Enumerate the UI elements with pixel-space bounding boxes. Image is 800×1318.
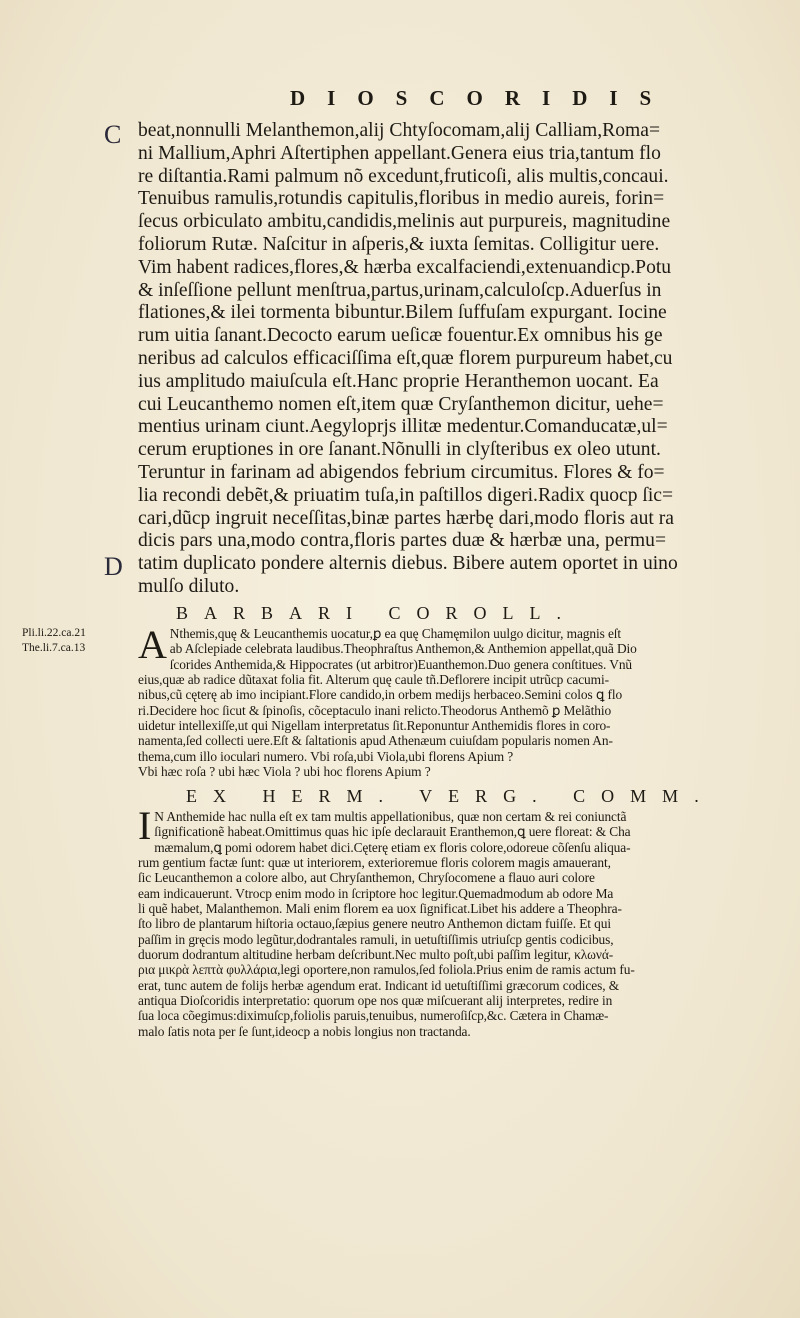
main-text-line: Tenuibus ramulis,rotundis capitulis,floribus in medio aureis, forin= [138,188,665,210]
commentary-line: ſignificationẽ habeat.Omittimus quas hic ipſe declarauit Eranthemon,ꝗ uere floreat: & Cha [154,824,631,840]
margin-citation: The.li.7.ca.13 [22,642,86,654]
main-text-line: dicis pars una,modo contra,floris partes duæ & hærbæ una, permu= [138,530,667,552]
main-text [138,120,766,599]
main-text-line: cari,dũcp ingruit neceſſitas,binæ partes hærbę dari,modo floris aut ra [138,507,674,529]
commentary-line: uidetur intellexiſſe,ut qui Nigellam interpretatus ſit.Reponuntur Anthemidis flores in coro- [138,718,611,734]
main-text-line: beat,nonnulli Melanthemon,alij Chtyſocomam,alij Calliam,Roma= [138,120,661,141]
drop-cap-a: A [138,622,167,667]
main-text-line: Teruntur in farinam ad abigendos febrium circumitus. Flores & fo= [138,461,665,483]
commentary-line: ab Aſclepiade celebrata laudibus.Theophraſtus Anthemon,& Anthemion appellat,quã Dio [169,641,637,657]
commentary-line: Nthemis,quę & Leucanthemis uocatur,ꝑ ea quę Chamęmilon uulgo dicitur, magnis eſt [169,626,622,641]
main-text-line: re diſtantia.Rami palmum nõ excedunt,fruticoſi, alis multis,concaui. [138,165,669,187]
commentary-line: malo ſatis nota per ſe ſunt,ideocp a nobis longius non tractanda. [138,1023,471,1039]
main-text-line: cui Leucanthemo nomen eſt,item quæ Cryſanthemon dicitur, uehe= [138,393,664,415]
section-marker-d: D [104,552,123,581]
commentary-line: eam indicauerunt. Vtrocp enim modo in ſcriptore hoc legitur.Quemadmodum ab odore Ma [138,885,614,901]
commentary-line: li quẽ habet, Malanthemon. Mali enim florem ea uox ſignificat.Libet his addere a Theophra- [138,901,622,917]
commentary-line: ρια μικρὰ λεπτὰ φυλλάρια,legi oportere,non ramulos,ſed foliola.Prius enim de ramis actum fu- [138,962,635,978]
drop-cap-i: I [138,803,152,848]
commentary-line: Vbi hæc roſa ? ubi hæc Viola ? ubi hoc florens Apium ? [138,764,431,780]
main-text-line: cerum eruptiones in ore ſanant.Nõnulli in clyſteribus ex oleo utunt. [138,439,661,461]
commentary-line: antiqua Dioſcoridis interpretatio: quorum ope nos quæ miſcuerant alij interpretes, redire in [138,993,613,1009]
commentary-line: thema,cum illo ioculari numero. Vbi roſa,ubi Viola,ubi florens Apium ? [138,748,514,764]
margin-citation: Pli.li.22.ca.21 [22,627,86,639]
commentary-line: ſua loca cõegimus:diximuſcp,foliolis paruis,tenuibus, numeroſiſcp,&c. Cætera in Chamæ- [138,1008,609,1024]
main-text-line: mulſo diluto. [138,575,240,597]
commentary-line: ſic Leucanthemon a colore albo, aut Chryſanthemon, Chryſocomene a flauo auri colore [138,870,595,886]
commentary-line: N Anthemide hac nulla eſt ex tam multis appellationibus, quæ non certam & rei coniunctã [154,809,627,824]
commentary-line: namenta,ſed collecti uere.Eſt & ſaltationis apud Athenæum cuiuſdam popularis nomen An- [138,733,613,749]
main-text-line: ius amplitudo maiuſcula eſt.Hanc proprie Heranthemon uocant. Ea [138,370,659,392]
commentary-line: ſcorides Anthemida,& Hippocrates (ut arbitror)Euanthemon.Duo genera conſtitues. Vnũ [169,656,633,672]
main-text-line: rum uitia ſanant.Decocto earum ueſicæ fouentur.Ex omnibus his ge [138,325,663,347]
section-marker-c: C [104,120,122,149]
barbari-commentary [138,606,766,779]
commentary-line: eius,quæ ab radice dũtaxat folia fit. Alterum quę caule tñ.Deflorere incipit utrũcp cacumi- [138,672,609,688]
main-text-line: mentius urinam ciunt.Aegyloprjs illitæ medentur.Comanducatæ,ul= [138,416,668,438]
herm-heading: EX HERM. VERG. COMM. [186,789,715,806]
main-text-line: ſecus orbiculato ambitu,candidis,melinis aut purpureis, magnitudine [138,211,671,233]
main-text-line: & inſeſſione pellunt menſtrua,partus,urinam,calculoſcp.Aduerſus in [138,279,662,301]
main-text-line: neribus ad calculos efficaciſſima eſt,quæ florem purpureum habet,cu [138,347,673,369]
main-text-line: foliorum Rutæ. Naſcitur in aſperis,& iuxta ſemitas. Colligitur uere. [138,233,660,255]
herm-commentary [138,789,766,1039]
commentary-line: rum gentium factæ ſunt: quæ ut interiorem, exterioremue floris colorem magis amauerant, [138,855,611,871]
main-text-line: tatim duplicato pondere alternis diebus. Bibere autem oportet in uino [138,553,678,575]
commentary-line: paſſim in gręcis modo legũtur,dodrantales ramuli, in uetuſtiſſimis utriuſcp gentis codicibus, [138,931,614,947]
main-text-line: flationes,& ilei tormenta bibuntur.Bilem ſuffuſam expurgant. Iocine [138,302,667,324]
commentary-line: nibus,cũ cęterę ab imo incipiant.Flore candido,in orbem medijs herbaceo.Semini colos ꝗ flo [138,687,623,703]
main-text-line: Vim habent radices,flores,& hærba excalfaciendi,extenuandicp.Potu [138,256,672,278]
commentary-line: ſto libro de plantarum hiſtoria octauo,ſæpius genere neutro Anthemon dictam fuiſſe. Et qui [138,916,611,932]
commentary-line: mæmalum,ꝗ pomi odorem habet dici.Cęterę etiam ex floris colore,odoreue cõſenſu aliqua- [154,839,631,855]
barbari-heading: BARBARI COROLL. [176,606,578,623]
commentary-line: ri.Decidere hoc ſicut & ſpinoſis, cõceptaculo inani relicto.Theodorus Anthemõ ꝑ Melãthio [138,702,612,718]
main-text-line: ni Mallium,Aphri Aſtertiphen appellant.Genera eius tria,tantum flo [138,142,661,164]
commentary-line: duorum dodrantum altitudine herbam deſcribunt.Nec multo poſt,ubi paſſim legitur, κλωνά- [138,947,614,963]
running-head: DIOSCORIDIS [290,86,674,110]
main-text-line: lia recondi debẽt,& priuatim tuſa,in paſtillos digeri.Radix quocp ſic= [138,484,674,506]
commentary-line: erat, tunc autem de folijs herbæ agendum erat. Indicant id uetuſtiſſimi græcorum codices, & [138,977,620,993]
